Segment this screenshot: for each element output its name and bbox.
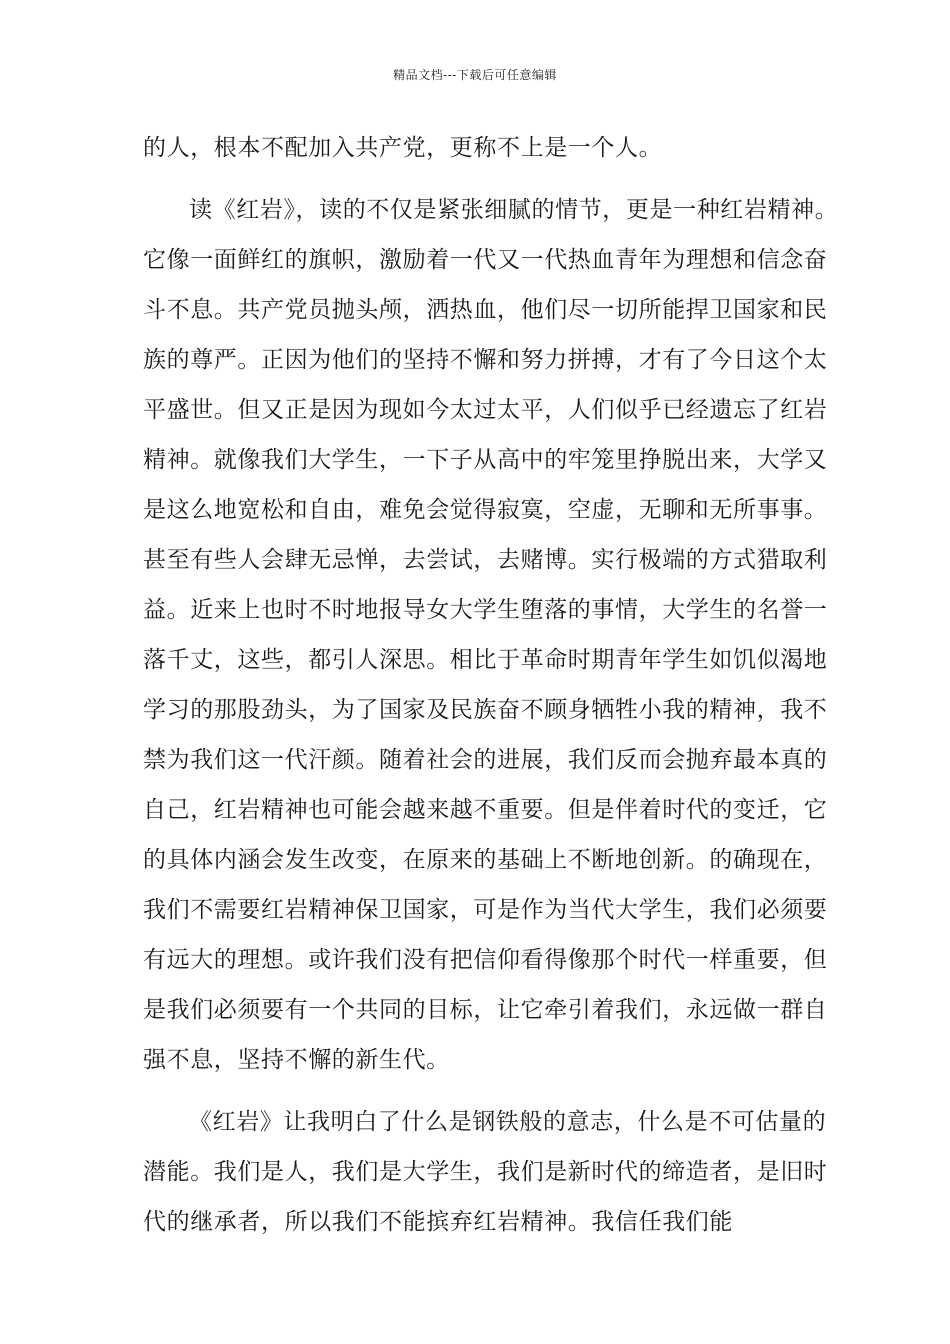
text-line: 潜能。我们是人，我们是大学生，我们是新时代的缔造者，是旧时: [143, 1159, 828, 1185]
paragraph: [143, 190, 839, 1090]
text-line: 学习的那股劲头，为了国家及民族奋不顾身牺牲小我的精神，我不: [143, 697, 828, 723]
text-line: 精神。就像我们大学生，一下子从高中的牢笼里挣脱出来，大学又: [143, 447, 828, 473]
text-line: 益。近来上也时不时地报导女大学生堕落的事情，大学生的名誉一: [143, 597, 828, 623]
text-line: 落千丈，这些，都引人深思。相比于革命时期青年学生如饥似渴地: [143, 647, 828, 673]
text-line: 它像一面鲜红的旗帜，激励着一代又一代热血青年为理想和信念奋: [143, 247, 828, 273]
page-header: 精品文档---下载后可任意编辑: [393, 68, 557, 82]
paragraph: [143, 128, 813, 178]
text-line: 是我们必须要有一个共同的目标，让它牵引着我们，永远做一群自: [143, 997, 828, 1023]
text-line: 甚至有些人会肆无忌惮，去尝试，去赌博。实行极端的方式猎取利: [143, 547, 828, 573]
text-line: 斗不息。共产党员抛头颅，洒热血，他们尽一切所能捍卫国家和民: [143, 297, 828, 323]
text-line: 读《红岩》，读的不仅是紧张细腻的情节，更是一种红岩精神。: [189, 197, 839, 223]
text-line: 是这么地宽松和自由，难免会觉得寂寞，空虚，无聊和无所事事。: [143, 497, 828, 523]
text-line: 我们不需要红岩精神保卫国家，可是作为当代大学生，我们必须要: [143, 897, 828, 923]
text-line: 禁为我们这一代汗颜。随着社会的进展，我们反而会抛弃最本真的: [143, 747, 828, 773]
text-line: 自己，红岩精神也可能会越来越不重要。但是伴着时代的变迁，它: [143, 797, 828, 823]
text-line: 族的尊严。正因为他们的坚持不懈和努力拼搏，才有了今日这个太: [143, 347, 828, 373]
text-line: 有远大的理想。或许我们没有把信仰看得像那个时代一样重要，但: [143, 947, 828, 973]
text-line: 的具体内涵会发生改变，在原来的基础上不断地创新。的确现在，: [143, 847, 828, 873]
paragraph: [143, 1102, 828, 1252]
text-line: 平盛世。但又正是因为现如今太过太平，人们似乎已经遗忘了红岩: [143, 397, 828, 423]
text-line: 《红岩》让我明白了什么是钢铁般的意志，什么是不可估量的: [189, 1109, 827, 1135]
text-line: 的人，根本不配加入共产党，更称不上是一个人。: [143, 135, 663, 161]
document-body: [143, 128, 839, 1252]
text-line: 强不息，坚持不懈的新生代。: [143, 1047, 450, 1073]
text-line: 代的继承者，所以我们不能摈弃红岩精神。我信任我们能: [143, 1209, 733, 1235]
